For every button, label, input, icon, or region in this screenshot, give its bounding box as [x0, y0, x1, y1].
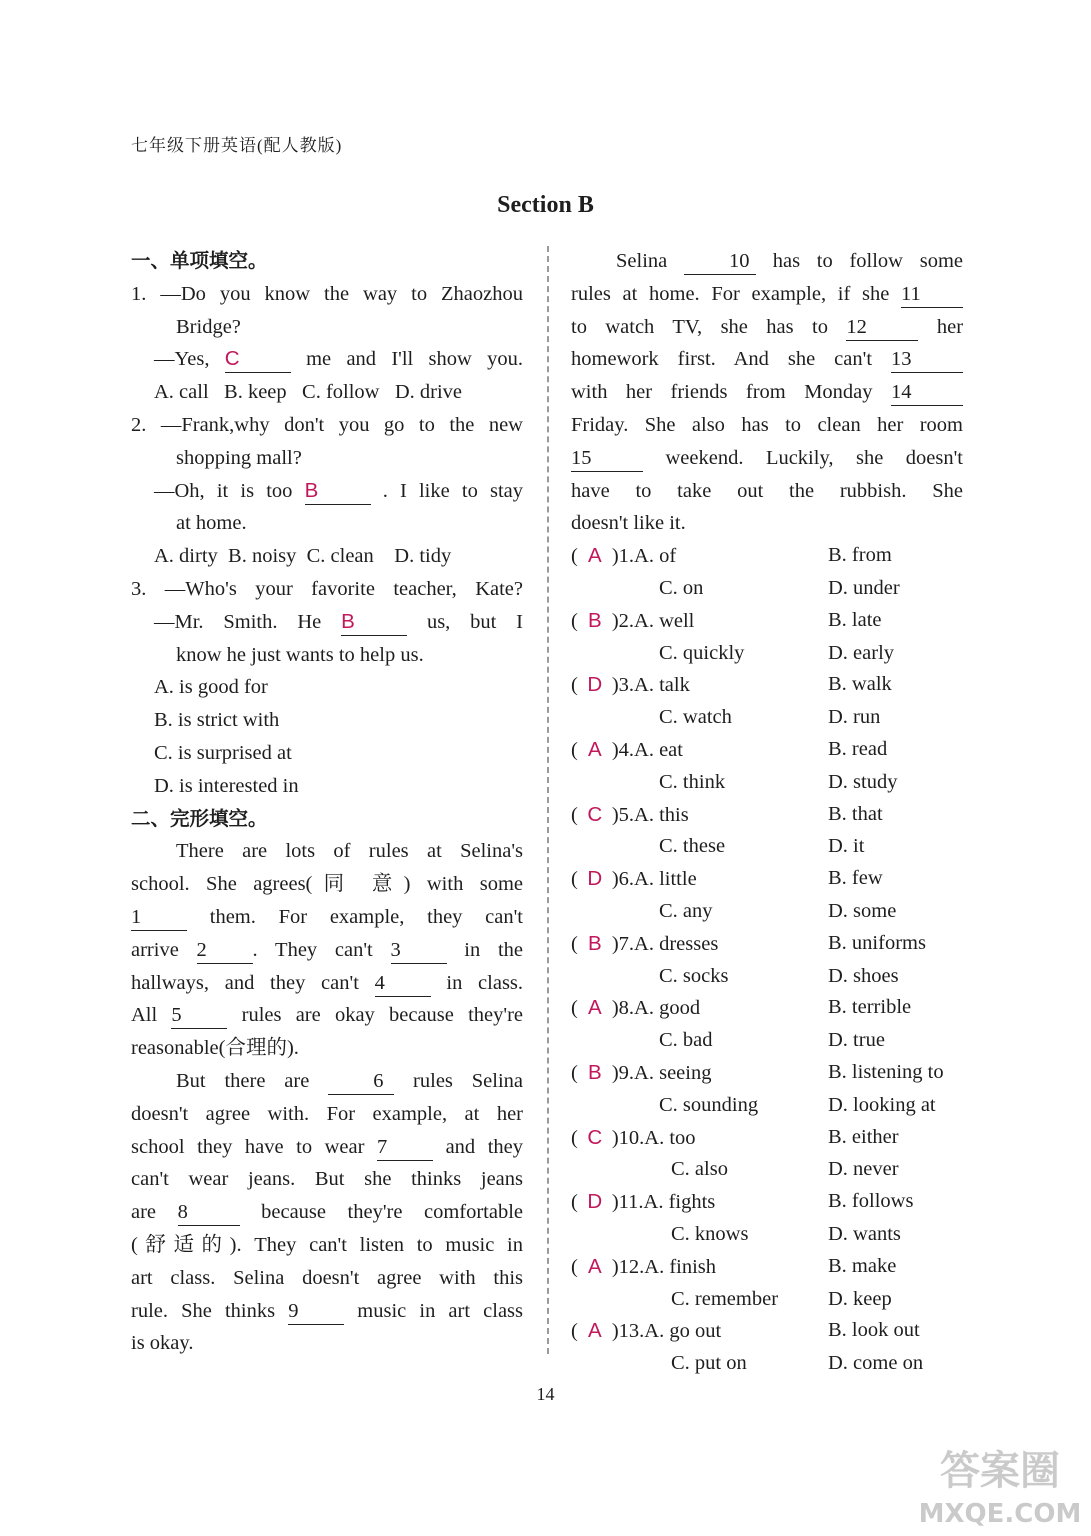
- choice-left: ( C )10.A. too: [571, 1122, 828, 1155]
- blank-3: 3: [391, 937, 447, 964]
- passage-line: doesn't like it.: [571, 512, 686, 535]
- page-number: 14: [536, 1384, 555, 1404]
- blank-10: 10: [684, 248, 756, 275]
- option-d: D. never: [828, 1158, 899, 1181]
- choice-list: [571, 540, 963, 1380]
- watermark-line2: MXQE.COM: [918, 1499, 1082, 1529]
- q3-option-b: B. is strict with: [154, 709, 280, 732]
- choice-row: [571, 1315, 963, 1348]
- option-d: D. true: [828, 1029, 885, 1052]
- q1-blank: [225, 346, 291, 373]
- watermark-logo: [918, 1438, 1083, 1530]
- q3-option-c: C. is surprised at: [154, 741, 292, 764]
- choice-number: )7.: [611, 932, 635, 955]
- option-d: D. keep: [828, 1287, 892, 1310]
- choice-left: ( A )1.A. of: [571, 540, 828, 573]
- passage-line: [131, 934, 523, 967]
- q2-line2: shopping mall?: [176, 446, 302, 469]
- choice-row: [571, 1090, 963, 1122]
- passage-line: [571, 278, 963, 311]
- choice-row: [571, 831, 963, 863]
- choice-answer: D: [587, 867, 603, 891]
- q1-pre: —Yes,: [154, 348, 210, 371]
- passage-text: hallways, and they can't: [131, 971, 359, 994]
- choice-row: [571, 669, 963, 702]
- passage-text: . They can't: [252, 938, 373, 961]
- passage-line: [571, 376, 963, 409]
- option-c: C. put on: [671, 1352, 747, 1375]
- choice-answer: B: [587, 608, 602, 632]
- option-d: D. looking at: [828, 1093, 936, 1116]
- choice-number: )12.: [611, 1255, 645, 1278]
- passage-text: rule. She thinks: [131, 1299, 276, 1322]
- q1-line1: 1. —Do you know the way to Zhaozhou: [131, 282, 523, 305]
- choice-number: )1.: [611, 545, 635, 568]
- passage-text: to watch TV, she has to: [571, 315, 828, 338]
- option-c: C. bad: [659, 1029, 713, 1052]
- blank-4: 4: [375, 970, 431, 997]
- option-c: C. also: [671, 1158, 728, 1181]
- blank-8: 8: [178, 1199, 240, 1226]
- option-b: B. either: [828, 1125, 899, 1148]
- blank-13: 13: [891, 346, 963, 373]
- option-a: A. fights: [643, 1191, 716, 1214]
- choice-row: [571, 1251, 963, 1284]
- passage-text: her: [936, 315, 964, 338]
- passage-text: weekend. Luckily, she doesn't: [665, 446, 964, 469]
- q3-answer: B: [341, 609, 355, 633]
- passage-line: doesn't agree with. For example, at her: [131, 1102, 523, 1125]
- choice-answer: A: [587, 1319, 602, 1343]
- option-c: C. quickly: [659, 641, 745, 664]
- option-c: C. think: [659, 770, 726, 793]
- part2-heading: 二、完形填空。: [131, 806, 268, 830]
- choice-left: ( D )6.A. little: [571, 863, 828, 896]
- passage-text: are: [131, 1201, 157, 1224]
- choice-row: [571, 1154, 963, 1186]
- passage-text: because they're comfortable: [261, 1201, 524, 1224]
- book-header: 七年级下册英语(配人教版): [131, 136, 343, 155]
- blank-9: 9: [288, 1298, 344, 1325]
- choice-number: )13.: [611, 1320, 645, 1343]
- choice-answer: B: [587, 1060, 602, 1084]
- passage-line: There are lots of rules at Selina's: [176, 840, 523, 863]
- choice-row: [571, 799, 963, 832]
- choice-row: [571, 961, 963, 993]
- choice-answer: A: [587, 996, 602, 1020]
- passage-text: homework first. And she can't: [571, 348, 873, 371]
- choice-row: [571, 1025, 963, 1057]
- option-d: D. wants: [828, 1222, 901, 1245]
- choice-row: [571, 540, 963, 573]
- passage-line: school. She agrees(同 意) with some: [131, 873, 523, 896]
- q3-answer-line: [131, 606, 523, 639]
- q3-pre: —Mr. Smith. He: [154, 610, 322, 633]
- option-a: A. seeing: [634, 1061, 712, 1084]
- option-c: C. any: [659, 899, 713, 922]
- choice-row: [571, 605, 963, 638]
- choice-left: ( A )13.A. go out: [571, 1315, 828, 1348]
- choice-row: [571, 1284, 963, 1316]
- option-a: A. talk: [634, 674, 690, 697]
- q2-pre: —Oh, it is too: [154, 479, 293, 502]
- passage-text: But there are: [176, 1069, 310, 1092]
- option-b: B. walk: [828, 673, 892, 696]
- passage-line: [131, 999, 523, 1032]
- blank-15: 15: [571, 445, 643, 472]
- choice-answer: B: [587, 931, 602, 955]
- option-d: D. come on: [828, 1352, 924, 1375]
- option-a: A. eat: [634, 738, 683, 761]
- choice-answer: D: [587, 673, 603, 697]
- choice-row: [571, 1122, 963, 1155]
- passage-text: them. For example, they can't: [209, 905, 523, 928]
- option-d: D. it: [828, 835, 865, 858]
- option-c: C. remember: [671, 1287, 779, 1310]
- option-b: B. listening to: [828, 1060, 944, 1083]
- option-a: A. too: [644, 1126, 696, 1149]
- choice-row: [571, 767, 963, 799]
- option-b: B. terrible: [828, 996, 912, 1019]
- q3-blank: [341, 609, 407, 636]
- option-b: B. few: [828, 867, 883, 890]
- section-title: Section B: [497, 192, 594, 218]
- q1-line2: Bridge?: [176, 315, 241, 338]
- option-b: B. follows: [828, 1190, 914, 1213]
- option-d: D. some: [828, 899, 897, 922]
- choice-number: )8.: [611, 997, 635, 1020]
- option-d: D. under: [828, 576, 900, 599]
- passage-text: school they have to wear: [131, 1135, 365, 1158]
- option-d: D. early: [828, 641, 895, 664]
- passage-text: has to follow some: [772, 250, 963, 272]
- option-b: B. look out: [828, 1319, 920, 1342]
- choice-answer: A: [587, 544, 602, 568]
- option-b: B. make: [828, 1254, 897, 1277]
- passage-line: [131, 1196, 523, 1229]
- option-b: B. read: [828, 737, 888, 760]
- q1-answer: C: [224, 347, 240, 371]
- option-a: A. little: [634, 868, 697, 891]
- passage-line: [571, 442, 963, 475]
- option-a: A. this: [634, 803, 689, 826]
- q2-blank: [305, 478, 371, 505]
- blank-2: 2: [197, 937, 253, 964]
- blank-12: 12: [846, 314, 918, 341]
- option-a: A. go out: [644, 1320, 722, 1343]
- choice-row: [571, 638, 963, 670]
- choice-left: ( B )9.A. seeing: [571, 1057, 828, 1090]
- passage-text: rules are okay because they're: [241, 1004, 524, 1027]
- choice-answer: C: [587, 802, 603, 826]
- choice-number: )6.: [611, 868, 635, 891]
- choice-left: ( C )5.A. this: [571, 799, 828, 832]
- passage-line: [571, 311, 963, 344]
- q1-options: A. call B. keep C. follow D. drive: [154, 381, 463, 404]
- passage-line: Friday. She also has to clean her room: [571, 413, 963, 436]
- choice-number: )11.: [611, 1191, 644, 1214]
- passage-line: [131, 967, 523, 1000]
- option-a: A. of: [634, 545, 677, 568]
- passage-text: with her friends from Monday: [571, 381, 873, 404]
- q3-line1: 3. —Who's your favorite teacher, Kate?: [131, 577, 523, 600]
- choice-row: [571, 702, 963, 734]
- option-a: A. good: [634, 997, 701, 1020]
- passage-text: rules Selina: [413, 1069, 523, 1092]
- choice-left: ( D )3.A. talk: [571, 669, 828, 702]
- q2-options: A. dirty B. noisy C. clean D. tidy: [154, 545, 452, 568]
- choice-row: [571, 1057, 963, 1090]
- option-c: C. on: [659, 576, 704, 599]
- passage-line: [571, 343, 963, 376]
- passage-line: art class. Selina doesn't agree with this: [131, 1266, 523, 1289]
- q3-line3: know he just wants to help us.: [176, 643, 424, 666]
- q3-option-d: D. is interested in: [154, 774, 299, 797]
- option-b: B. uniforms: [828, 931, 926, 954]
- choice-left: ( A )8.A. good: [571, 992, 828, 1025]
- option-b: B. that: [828, 802, 883, 825]
- blank-1: 1: [131, 904, 187, 931]
- passage-text: in the: [464, 938, 524, 961]
- choice-row: [571, 928, 963, 961]
- watermark-line1: 答案圈: [940, 1448, 1060, 1494]
- passage-line: [131, 1131, 523, 1164]
- passage-line: [131, 1295, 523, 1328]
- passage-line: (舒适的). They can't listen to music in: [131, 1233, 523, 1256]
- option-d: D. run: [828, 706, 881, 729]
- choice-left: ( A )4.A. eat: [571, 734, 828, 767]
- passage-text: in class.: [446, 971, 524, 994]
- choice-row: [571, 863, 963, 896]
- passage-text: arrive: [131, 938, 179, 961]
- choice-number: )9.: [611, 1061, 635, 1084]
- choice-left: ( B )7.A. dresses: [571, 928, 828, 961]
- choice-left: ( B )2.A. well: [571, 605, 828, 638]
- passage-line: reasonable(合理的).: [131, 1037, 299, 1060]
- passage-line: [571, 245, 963, 278]
- choice-number: )5.: [611, 803, 635, 826]
- option-c: C. watch: [659, 706, 732, 729]
- option-c: C. socks: [659, 964, 729, 987]
- option-d: D. shoes: [828, 964, 899, 987]
- option-a: A. finish: [644, 1255, 717, 1278]
- q1-answer-line: [131, 343, 523, 376]
- blank-7: 7: [377, 1134, 433, 1161]
- choice-left: ( A )12.A. finish: [571, 1251, 828, 1284]
- choice-number: )10.: [611, 1126, 645, 1149]
- right-column: [571, 245, 963, 1380]
- choice-row: [571, 992, 963, 1025]
- blank-5: 5: [171, 1002, 227, 1029]
- passage-line: [131, 1065, 523, 1098]
- choice-row: [571, 573, 963, 605]
- column-divider: [547, 246, 549, 1354]
- choice-row: [571, 734, 963, 767]
- q2-answer-line: [131, 475, 523, 508]
- choice-left: ( D )11.A. fights: [571, 1186, 828, 1219]
- passage-text: rules at home. For example, if she: [571, 282, 890, 305]
- passage-line: have to take out the rubbish. She: [571, 479, 963, 502]
- option-d: D. study: [828, 770, 898, 793]
- passage-line: can't wear jeans. But she thinks jeans: [131, 1168, 523, 1191]
- q2-post: . I like to stay: [382, 479, 523, 502]
- passage-text: All: [131, 1004, 158, 1027]
- option-c: C. sounding: [659, 1093, 759, 1116]
- option-c: C. these: [659, 835, 726, 858]
- choice-number: )4.: [611, 738, 635, 761]
- q3-post: us, but I: [426, 610, 523, 633]
- passage-text: and they: [445, 1135, 523, 1158]
- passage-line: is okay.: [131, 1332, 194, 1355]
- choice-answer: A: [587, 1254, 602, 1278]
- q2-line4: at home.: [176, 512, 247, 535]
- choice-answer: A: [587, 737, 602, 761]
- q1-post: me and I'll show you.: [306, 348, 524, 371]
- choice-answer: C: [587, 1125, 603, 1149]
- passage-line: [131, 901, 523, 934]
- choice-row: [571, 1348, 963, 1380]
- choice-number: )2.: [611, 609, 635, 632]
- option-c: C. knows: [671, 1222, 749, 1245]
- choice-row: [571, 1219, 963, 1251]
- left-column: [131, 245, 523, 1360]
- choice-answer: D: [587, 1190, 603, 1214]
- option-a: A. dresses: [634, 932, 719, 955]
- passage-text: Selina: [616, 250, 668, 272]
- q2-answer: B: [304, 478, 319, 502]
- passage-text: music in art class: [357, 1299, 523, 1322]
- blank-14: 14: [891, 379, 963, 406]
- option-a: A. well: [634, 609, 695, 632]
- part1-heading: 一、单项填空。: [131, 249, 268, 272]
- option-b: B. from: [828, 544, 892, 567]
- q2-line1: 2. —Frank,why don't you go to the new: [131, 413, 523, 436]
- choice-row: [571, 1186, 963, 1219]
- blank-11: 11: [901, 281, 963, 308]
- blank-6: 6: [328, 1068, 394, 1095]
- option-b: B. late: [828, 608, 882, 631]
- choice-row: [571, 896, 963, 928]
- choice-number: )3.: [611, 674, 635, 697]
- q3-option-a: A. is good for: [154, 676, 268, 699]
